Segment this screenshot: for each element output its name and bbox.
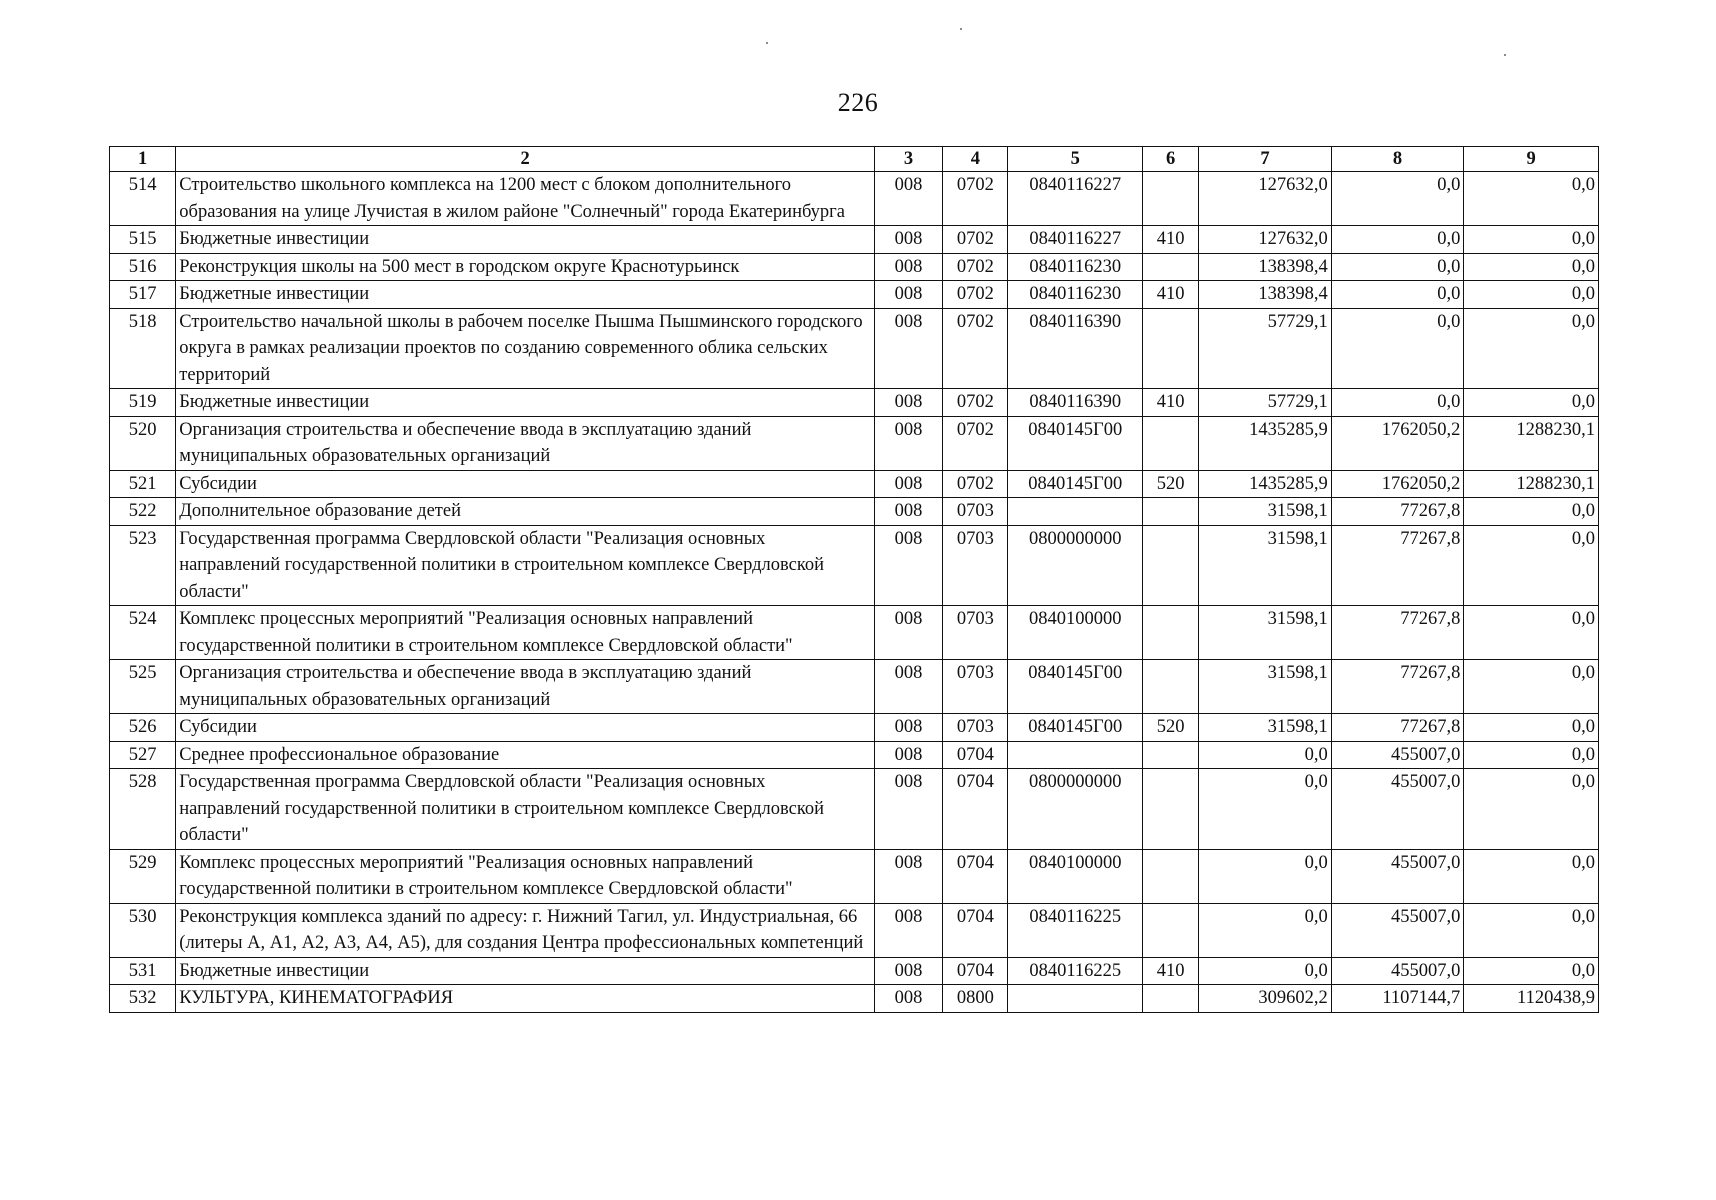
amount-col-9: 0,0 (1464, 281, 1599, 309)
column-header: 7 (1199, 147, 1332, 172)
amount-col-9: 0,0 (1464, 714, 1599, 742)
code-col-4: 0702 (943, 416, 1008, 470)
row-name: Субсидии (176, 714, 875, 742)
code-col-5: 0840100000 (1008, 606, 1143, 660)
amount-col-7: 0,0 (1199, 903, 1332, 957)
row-number: 520 (110, 416, 176, 470)
code-col-6 (1143, 606, 1199, 660)
amount-col-8: 1107144,7 (1331, 985, 1464, 1013)
amount-col-8: 455007,0 (1331, 849, 1464, 903)
code-col-5: 0840145Г00 (1008, 416, 1143, 470)
amount-col-9: 0,0 (1464, 389, 1599, 417)
code-col-6 (1143, 769, 1199, 850)
code-col-5: 0840116227 (1008, 172, 1143, 226)
amount-col-8: 77267,8 (1331, 498, 1464, 526)
table-row (110, 498, 1599, 526)
amount-col-9: 0,0 (1464, 606, 1599, 660)
code-col-3: 008 (874, 769, 942, 850)
code-col-6: 410 (1143, 226, 1199, 254)
row-name: Реконструкция комплекса зданий по адресу: г. Нижний Тагил, ул. Индустриальная, 66 (литеры А, А1, А2, А3, А4, А5), для создания Центра профессиональных компетенций (176, 903, 875, 957)
code-col-5: 0800000000 (1008, 769, 1143, 850)
code-col-4: 0702 (943, 470, 1008, 498)
table-row (110, 985, 1599, 1013)
code-col-4: 0704 (943, 849, 1008, 903)
row-number: 527 (110, 741, 176, 769)
code-col-5: 0840116390 (1008, 389, 1143, 417)
row-number: 523 (110, 525, 176, 606)
row-number: 517 (110, 281, 176, 309)
amount-col-7: 31598,1 (1199, 660, 1332, 714)
amount-col-9: 0,0 (1464, 957, 1599, 985)
column-header: 4 (943, 147, 1008, 172)
row-name: Реконструкция школы на 500 мест в городском округе Краснотурьинск (176, 253, 875, 281)
table-header-row (110, 147, 1599, 172)
code-col-3: 008 (874, 498, 942, 526)
amount-col-9: 0,0 (1464, 172, 1599, 226)
row-number: 521 (110, 470, 176, 498)
row-name: Бюджетные инвестиции (176, 281, 875, 309)
amount-col-8: 77267,8 (1331, 525, 1464, 606)
amount-col-7: 138398,4 (1199, 281, 1332, 309)
code-col-6: 520 (1143, 714, 1199, 742)
code-col-5: 0840145Г00 (1008, 470, 1143, 498)
amount-col-7: 309602,2 (1199, 985, 1332, 1013)
amount-col-9: 1288230,1 (1464, 470, 1599, 498)
row-name: Строительство начальной школы в рабочем поселке Пышма Пышминского городского округа в рамках реализации проектов по созданию современного облика сельских территорий (176, 308, 875, 389)
table-row (110, 226, 1599, 254)
code-col-6: 520 (1143, 470, 1199, 498)
amount-col-9: 0,0 (1464, 308, 1599, 389)
amount-col-8: 0,0 (1331, 226, 1464, 254)
amount-col-8: 1762050,2 (1331, 470, 1464, 498)
row-number: 515 (110, 226, 176, 254)
code-col-5: 0840116230 (1008, 253, 1143, 281)
table-row (110, 903, 1599, 957)
row-name: Бюджетные инвестиции (176, 226, 875, 254)
code-col-3: 008 (874, 957, 942, 985)
amount-col-9: 0,0 (1464, 903, 1599, 957)
code-col-4: 0704 (943, 741, 1008, 769)
table-row (110, 606, 1599, 660)
row-number: 530 (110, 903, 176, 957)
table-row (110, 525, 1599, 606)
code-col-3: 008 (874, 253, 942, 281)
code-col-3: 008 (874, 903, 942, 957)
row-number: 524 (110, 606, 176, 660)
code-col-6: 410 (1143, 281, 1199, 309)
amount-col-9: 0,0 (1464, 741, 1599, 769)
column-header: 9 (1464, 147, 1599, 172)
table-row (110, 769, 1599, 850)
table-row (110, 172, 1599, 226)
amount-col-7: 1435285,9 (1199, 470, 1332, 498)
row-number: 525 (110, 660, 176, 714)
row-number: 531 (110, 957, 176, 985)
code-col-5: 0840145Г00 (1008, 714, 1143, 742)
code-col-6 (1143, 660, 1199, 714)
code-col-4: 0800 (943, 985, 1008, 1013)
code-col-6: 410 (1143, 957, 1199, 985)
row-number: 528 (110, 769, 176, 850)
code-col-6 (1143, 903, 1199, 957)
row-number: 518 (110, 308, 176, 389)
code-col-4: 0703 (943, 498, 1008, 526)
row-number: 526 (110, 714, 176, 742)
amount-col-8: 0,0 (1331, 389, 1464, 417)
code-col-4: 0703 (943, 525, 1008, 606)
scan-speck (960, 28, 962, 30)
code-col-6 (1143, 849, 1199, 903)
code-col-6 (1143, 172, 1199, 226)
amount-col-8: 0,0 (1331, 308, 1464, 389)
code-col-3: 008 (874, 606, 942, 660)
amount-col-9: 1288230,1 (1464, 416, 1599, 470)
table-row (110, 253, 1599, 281)
code-col-6 (1143, 525, 1199, 606)
table-row (110, 416, 1599, 470)
row-name: Организация строительства и обеспечение ввода в эксплуатацию зданий муниципальных образовательных организаций (176, 416, 875, 470)
amount-col-7: 31598,1 (1199, 606, 1332, 660)
column-header: 5 (1008, 147, 1143, 172)
amount-col-8: 1762050,2 (1331, 416, 1464, 470)
amount-col-8: 0,0 (1331, 281, 1464, 309)
scan-speck (1504, 54, 1506, 56)
code-col-5: 0840116390 (1008, 308, 1143, 389)
code-col-6 (1143, 416, 1199, 470)
amount-col-7: 127632,0 (1199, 226, 1332, 254)
code-col-3: 008 (874, 714, 942, 742)
row-name: Строительство школьного комплекса на 1200 мест с блоком дополнительного образования на улице Лучистая в жилом районе "Солнечный" города Екатеринбурга (176, 172, 875, 226)
code-col-5: 0840100000 (1008, 849, 1143, 903)
code-col-6 (1143, 498, 1199, 526)
column-header: 3 (874, 147, 942, 172)
table-row (110, 957, 1599, 985)
code-col-3: 008 (874, 172, 942, 226)
code-col-4: 0703 (943, 660, 1008, 714)
page-number: 226 (837, 88, 879, 117)
code-col-4: 0704 (943, 957, 1008, 985)
row-name: Дополнительное образование детей (176, 498, 875, 526)
column-header: 6 (1143, 147, 1199, 172)
amount-col-7: 1435285,9 (1199, 416, 1332, 470)
row-number: 529 (110, 849, 176, 903)
code-col-3: 008 (874, 660, 942, 714)
code-col-6 (1143, 253, 1199, 281)
row-number: 519 (110, 389, 176, 417)
column-header: 2 (176, 147, 875, 172)
row-number: 522 (110, 498, 176, 526)
code-col-5: 0840145Г00 (1008, 660, 1143, 714)
code-col-6 (1143, 741, 1199, 769)
code-col-3: 008 (874, 416, 942, 470)
code-col-4: 0702 (943, 253, 1008, 281)
code-col-5: 0840116225 (1008, 903, 1143, 957)
amount-col-7: 31598,1 (1199, 714, 1332, 742)
table-row (110, 660, 1599, 714)
amount-col-7: 0,0 (1199, 849, 1332, 903)
code-col-3: 008 (874, 389, 942, 417)
code-col-3: 008 (874, 470, 942, 498)
row-name: Государственная программа Свердловской области "Реализация основных направлений государственной политики в строительном комплексе Свердловской области" (176, 525, 875, 606)
amount-col-9: 0,0 (1464, 525, 1599, 606)
code-col-5 (1008, 741, 1143, 769)
amount-col-7: 0,0 (1199, 741, 1332, 769)
column-header: 8 (1331, 147, 1464, 172)
code-col-5: 0840116225 (1008, 957, 1143, 985)
code-col-4: 0703 (943, 606, 1008, 660)
code-col-5: 0800000000 (1008, 525, 1143, 606)
amount-col-8: 455007,0 (1331, 769, 1464, 850)
row-name: Субсидии (176, 470, 875, 498)
row-name: Государственная программа Свердловской области "Реализация основных направлений государственной политики в строительном комплексе Свердловской области" (176, 769, 875, 850)
amount-col-8: 77267,8 (1331, 714, 1464, 742)
amount-col-7: 31598,1 (1199, 498, 1332, 526)
amount-col-7: 31598,1 (1199, 525, 1332, 606)
code-col-4: 0704 (943, 769, 1008, 850)
amount-col-7: 57729,1 (1199, 389, 1332, 417)
code-col-5: 0840116230 (1008, 281, 1143, 309)
row-name: КУЛЬТУРА, КИНЕМАТОГРАФИЯ (176, 985, 875, 1013)
code-col-3: 008 (874, 226, 942, 254)
row-number: 532 (110, 985, 176, 1013)
row-name: Организация строительства и обеспечение ввода в эксплуатацию зданий муниципальных образовательных организаций (176, 660, 875, 714)
row-name: Бюджетные инвестиции (176, 957, 875, 985)
row-name: Комплекс процессных мероприятий "Реализация основных направлений государственной политики в строительном комплексе Свердловской области" (176, 606, 875, 660)
code-col-3: 008 (874, 741, 942, 769)
table-row (110, 389, 1599, 417)
code-col-4: 0703 (943, 714, 1008, 742)
amount-col-8: 455007,0 (1331, 741, 1464, 769)
amount-col-7: 0,0 (1199, 957, 1332, 985)
scan-speck (766, 42, 768, 44)
amount-col-7: 138398,4 (1199, 253, 1332, 281)
code-col-5 (1008, 498, 1143, 526)
amount-col-9: 0,0 (1464, 849, 1599, 903)
code-col-6 (1143, 985, 1199, 1013)
amount-col-9: 0,0 (1464, 226, 1599, 254)
amount-col-8: 0,0 (1331, 172, 1464, 226)
code-col-4: 0702 (943, 226, 1008, 254)
amount-col-8: 77267,8 (1331, 606, 1464, 660)
code-col-3: 008 (874, 281, 942, 309)
code-col-5 (1008, 985, 1143, 1013)
code-col-3: 008 (874, 849, 942, 903)
amount-col-9: 0,0 (1464, 253, 1599, 281)
code-col-4: 0702 (943, 389, 1008, 417)
table-row (110, 308, 1599, 389)
code-col-4: 0702 (943, 172, 1008, 226)
table-row (110, 470, 1599, 498)
row-name: Комплекс процессных мероприятий "Реализация основных направлений государственной политики в строительном комплексе Свердловской области" (176, 849, 875, 903)
code-col-4: 0702 (943, 281, 1008, 309)
amount-col-9: 0,0 (1464, 498, 1599, 526)
row-name: Бюджетные инвестиции (176, 389, 875, 417)
code-col-3: 008 (874, 525, 942, 606)
table-row (110, 714, 1599, 742)
amount-col-8: 455007,0 (1331, 957, 1464, 985)
budget-table (109, 146, 1599, 1013)
table-row (110, 849, 1599, 903)
amount-col-8: 77267,8 (1331, 660, 1464, 714)
table-row (110, 741, 1599, 769)
amount-col-9: 0,0 (1464, 769, 1599, 850)
row-number: 514 (110, 172, 176, 226)
code-col-5: 0840116227 (1008, 226, 1143, 254)
row-number: 516 (110, 253, 176, 281)
amount-col-9: 1120438,9 (1464, 985, 1599, 1013)
row-name: Среднее профессиональное образование (176, 741, 875, 769)
amount-col-8: 455007,0 (1331, 903, 1464, 957)
amount-col-9: 0,0 (1464, 660, 1599, 714)
code-col-4: 0704 (943, 903, 1008, 957)
amount-col-7: 127632,0 (1199, 172, 1332, 226)
code-col-4: 0702 (943, 308, 1008, 389)
amount-col-8: 0,0 (1331, 253, 1464, 281)
code-col-6 (1143, 308, 1199, 389)
amount-col-7: 0,0 (1199, 769, 1332, 850)
code-col-3: 008 (874, 308, 942, 389)
column-header: 1 (110, 147, 176, 172)
code-col-6: 410 (1143, 389, 1199, 417)
amount-col-7: 57729,1 (1199, 308, 1332, 389)
table-row (110, 281, 1599, 309)
code-col-3: 008 (874, 985, 942, 1013)
